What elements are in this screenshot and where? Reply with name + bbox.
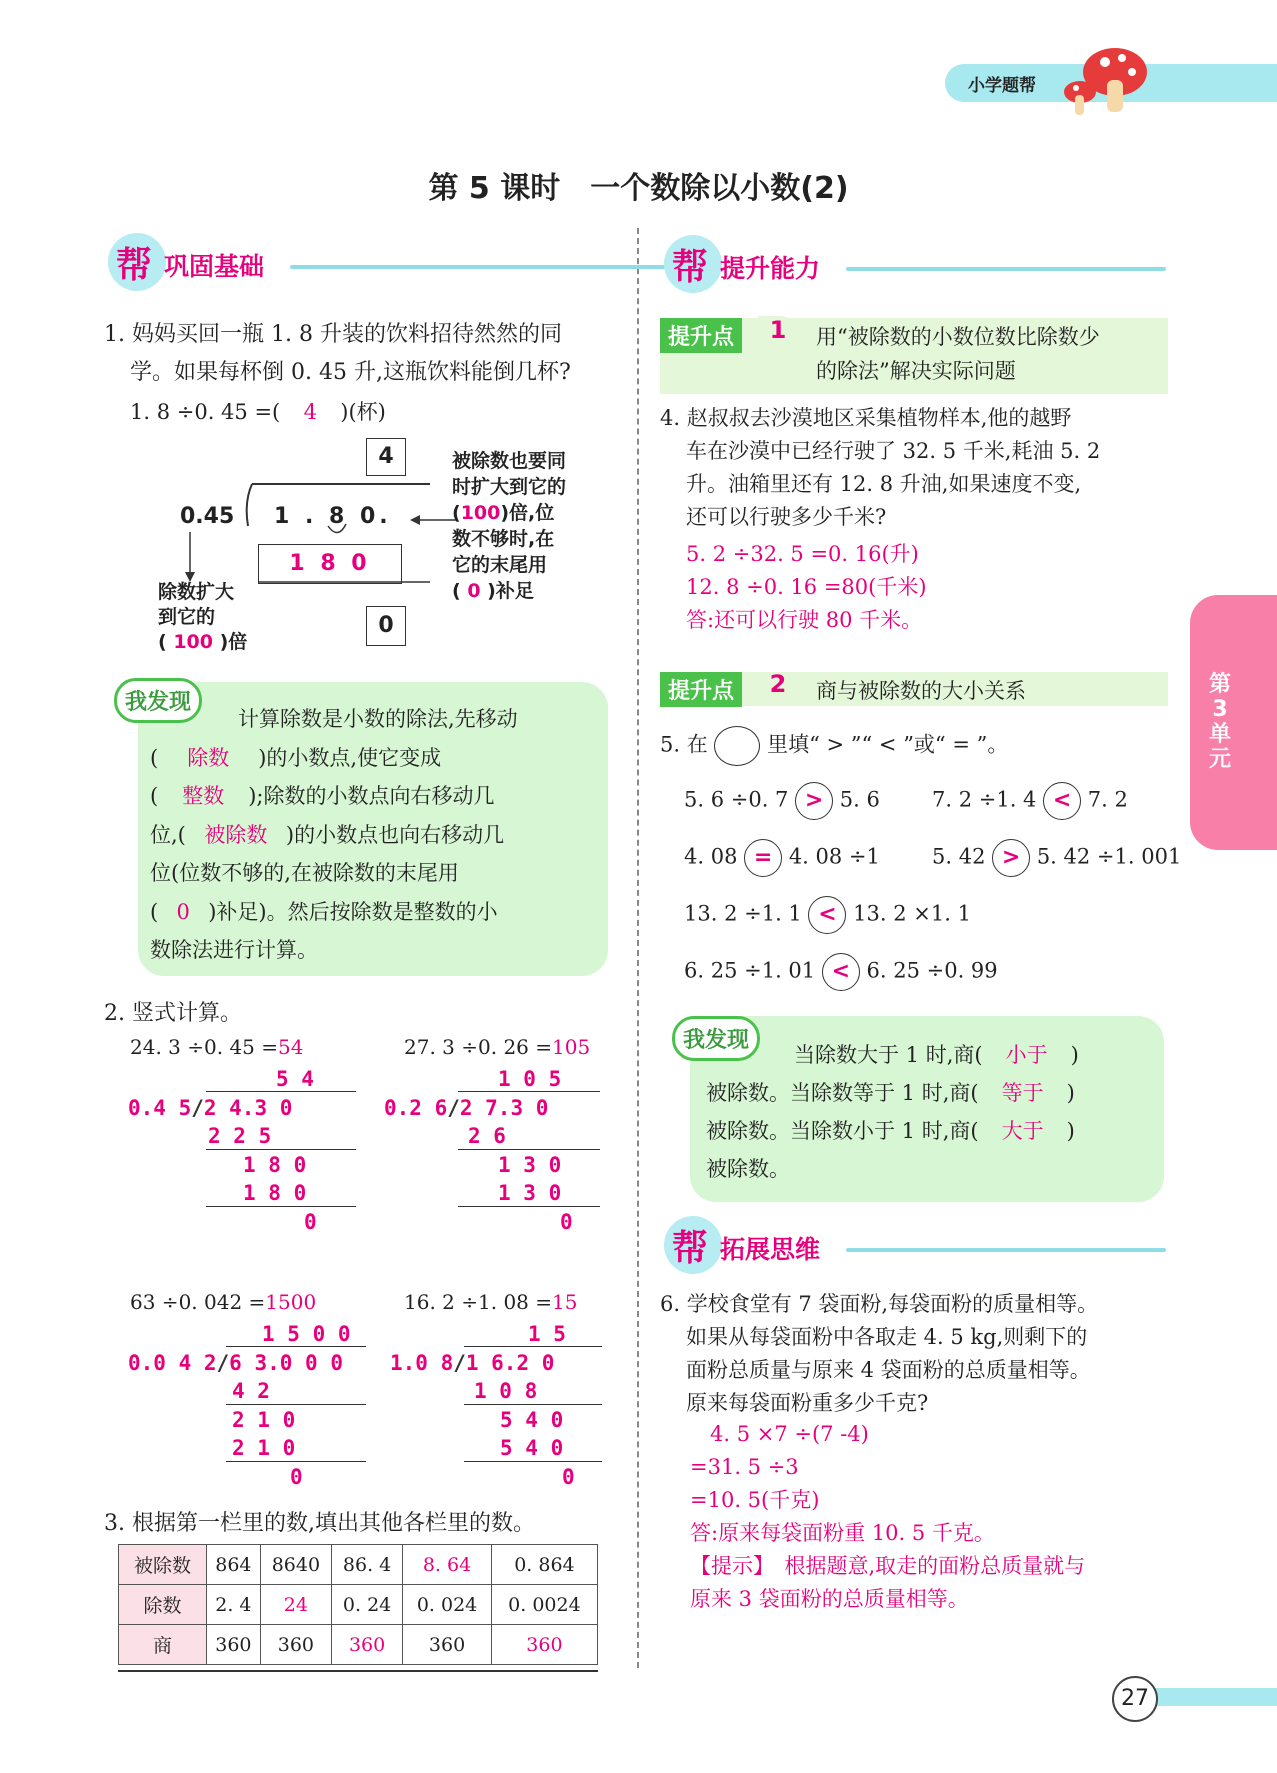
unit-tab-label: 第 3 单 元	[1208, 672, 1231, 772]
q2b-line2	[458, 1206, 600, 1207]
page-number-bar	[1150, 1688, 1277, 1706]
page-title: 第 5 课时 一个数除以小数(2)	[428, 171, 849, 206]
page-number: 27	[1112, 1676, 1158, 1722]
q2b-equation: 27. 3 ÷0. 26 =105	[404, 1035, 591, 1059]
q2d-equation: 16. 2 ÷1. 08 =15	[404, 1290, 578, 1314]
q2b-bar	[458, 1091, 600, 1092]
table-cell: 360	[403, 1625, 492, 1665]
q2d-bar	[464, 1346, 602, 1347]
q1-note-left: 除数扩大 到它的 ( 100 )倍	[158, 581, 248, 653]
q5-item-1: 5. 6 ÷0. 7 > 5. 6	[684, 782, 880, 820]
q4-text: 4. 赵叔叔去沙漠地区采集植物样本,他的越野 车在沙漠中已经行驶了 32. 5 千米,耗油 5. 2 升。油箱里还有 12. 8 升油,如果速度不变, 还可以行驶多少千米?	[660, 406, 1101, 529]
q2-heading: 2. 竖式计算。	[104, 1001, 242, 1026]
table-cell: 24	[260, 1585, 331, 1625]
discover-text-2: 当除数大于 1 时,商( 小于 ) 被除数。当除数等于 1 时,商( 等于 ) 被除数。当除数小于 1 时,商( 大于 ) 被除数。	[706, 1043, 1079, 1181]
q1-dividend: 1 . 8 0.	[274, 504, 392, 529]
q1-equation: 1. 8 ÷0. 45 =( 4 )(杯)	[130, 400, 386, 424]
q1-note-right: 被除数也要同 时扩大到它的 (100)倍,位 数不够时,在 它的末尾用 ( 0 )补足	[452, 450, 567, 602]
q1-quotient-box: 4	[366, 438, 406, 476]
q1-divisor: 0.45	[180, 504, 235, 529]
q5-heading: 5. 在 里填“ > ”“ < ”或“ = ”。	[660, 726, 1008, 766]
table-row	[119, 1625, 598, 1665]
table-cell: 0. 864	[491, 1545, 597, 1585]
q2c-line2	[226, 1461, 366, 1462]
row-label: 被除数	[119, 1545, 207, 1585]
discover-text-1: 计算除数是小数的除法,先移动 ( 除数 )的小数点,使它变成 ( 整数 );除数的小数点向右移动几 位,( 被除数 )的小数点也向右移动几 位(位数不够的,在被除数的末尾用 ( 0 )补足)。然后按除数是整数的小 数除法进行计算。	[150, 707, 518, 962]
q2a-line1	[206, 1149, 356, 1150]
q2a-vertical: 5 4 0.4 5/2 4.3 0 2 2 5 1 8 0 1 8 0 0	[128, 1067, 317, 1234]
discover-badge-1: 我发现	[114, 678, 202, 723]
point2-number: 2	[769, 670, 787, 698]
table-cell: 0. 024	[403, 1585, 492, 1625]
table-cell: 864	[207, 1545, 261, 1585]
table-cell: 8640	[260, 1545, 331, 1585]
row-label: 商	[119, 1625, 207, 1665]
q1-line1: 1. 妈妈买回一瓶 1. 8 升装的饮料招待然然的同	[104, 322, 562, 347]
mushroom-icon	[1060, 40, 1150, 120]
table-cell: 360	[260, 1625, 331, 1665]
q2d-vertical: 1 5 1.0 8/1 6.2 0 1 0 8 5 4 0 5 4 0 0	[390, 1322, 575, 1489]
q6-answer: 4. 5 ×7 ÷(7 -4) =31. 5 ÷3 =10. 5(千克) 答:原来每袋面粉重 10. 5 千克。 【提示】 根据题意,取走的面粉总质量就与 原来 3 袋面粉的总质量相等。	[690, 1422, 1086, 1611]
q5-item-5: 13. 2 ÷1. 1 < 13. 2 ×1. 1	[684, 896, 971, 934]
q5-item-4: 5. 42 > 5. 42 ÷1. 001	[932, 839, 1181, 877]
table-cell: 360	[491, 1625, 597, 1665]
table-cell: 8. 64	[403, 1545, 492, 1585]
table-cell: 86. 4	[331, 1545, 402, 1585]
table-row	[119, 1585, 598, 1625]
section-header-extend: 帮 拓展思维	[664, 1216, 1174, 1276]
table-cell: 0. 24	[331, 1585, 402, 1625]
q2c-line1	[226, 1404, 366, 1405]
point1-text: 用“被除数的小数位数比除数少 的除法”解决实际问题	[816, 325, 1100, 383]
table-row	[119, 1545, 598, 1585]
point2-tag: 提升点	[660, 672, 742, 707]
q6-text: 6. 学校食堂有 7 袋面粉,每袋面粉的质量相等。 如果从每袋面粉中各取走 4. 5 kg,则剩下的 面粉总质量与原来 4 袋面粉的总质量相等。 原来每袋面粉重多少千克?	[660, 1292, 1099, 1415]
q2b-line1	[458, 1149, 600, 1150]
q2b-vertical: 1 0 5 0.2 6/2 7.3 0 2 6 1 3 0 1 3 0 0	[384, 1067, 573, 1234]
q2c-bar	[226, 1346, 366, 1347]
section-header-basic: 帮 巩固基础	[108, 233, 618, 293]
point1-tag: 提升点	[660, 318, 742, 353]
q2d-line2	[464, 1461, 602, 1462]
column-divider	[637, 228, 639, 1668]
q1-product-box: 1 8 0	[258, 544, 402, 584]
q5-item-3: 4. 08 = 4. 08 ÷1	[684, 839, 880, 877]
table-cell: 360	[331, 1625, 402, 1665]
q5-item-2: 7. 2 ÷1. 4 < 7. 2	[932, 782, 1128, 820]
point1-number: 1	[758, 316, 798, 352]
empty-circle-icon	[714, 726, 760, 766]
q2d-line1	[464, 1404, 602, 1405]
table-bottom-rule	[118, 1670, 598, 1672]
q2a-line2	[206, 1206, 356, 1207]
table-cell: 2. 4	[207, 1585, 261, 1625]
q2c-equation: 63 ÷0. 042 =1500	[130, 1290, 317, 1314]
row-label: 除数	[119, 1585, 207, 1625]
q2c-vertical: 1 5 0 0 0.0 4 2/6 3.0 0 0 4 2 2 1 0 2 1 0 0	[128, 1322, 351, 1489]
q2a-equation: 24. 3 ÷0. 45 =54	[130, 1035, 304, 1059]
q3-heading: 3. 根据第一栏里的数,填出其他各栏里的数。	[104, 1511, 535, 1536]
q1-remainder-box: 0	[366, 606, 406, 646]
q1-line2: 学。如果每杯倒 0. 45 升,这瓶饮料能倒几杯?	[130, 360, 571, 385]
point2-text: 商与被除数的大小关系	[816, 679, 1026, 703]
table-cell: 0. 0024	[491, 1585, 597, 1625]
brand-name: 小学题帮	[968, 76, 1036, 96]
q4-answer: 5. 2 ÷32. 5 =0. 16(升) 12. 8 ÷0. 16 =80(千米) 答:还可以行驶 80 千米。	[686, 542, 927, 632]
q2a-bar	[206, 1091, 356, 1092]
q3-table	[118, 1544, 598, 1665]
discover-badge-2: 我发现	[672, 1016, 760, 1061]
section-header-improve: 帮 提升能力	[664, 235, 1174, 295]
q5-item-6: 6. 25 ÷1. 01 < 6. 25 ÷0. 99	[684, 953, 998, 991]
table-cell: 360	[207, 1625, 261, 1665]
q1-arrows	[178, 498, 478, 588]
